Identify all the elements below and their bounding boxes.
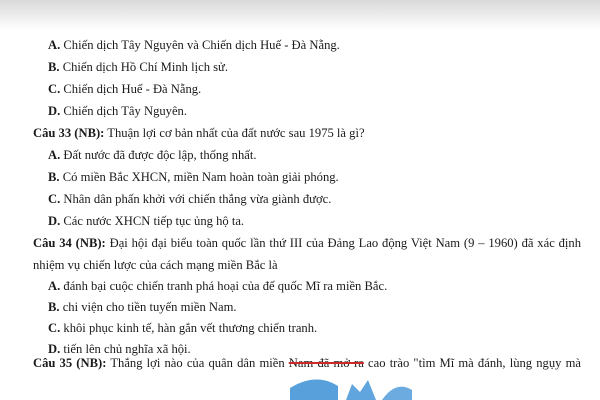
option-text: Các nước XHCN tiếp tục ủng hộ ta. [63,214,245,228]
question-text-end: cao trào "tìm Mĩ mà đánh, lùng ngụy mà [363,356,581,370]
question-label: Câu 33 (NB): [33,126,105,140]
question-heading [33,125,365,141]
option-text: Nhân dân phấn khởi với chiến thắng vừa giành được. [63,192,332,206]
answer-option [48,320,317,336]
option-letter: C. [48,192,61,206]
answer-option [48,278,387,294]
answer-option [48,191,331,207]
answer-option [48,59,228,75]
question-text: Thuận lợi cơ bản nhất của đất nước sau 1975 là gì? [107,126,365,140]
option-text: chi viện cho tiền tuyến miền Nam. [62,300,237,314]
option-letter: A. [48,38,61,52]
top-bar [0,0,600,30]
question-continuation [33,257,278,273]
option-text: Đất nước đã được độc lập, thống nhất. [63,148,257,162]
answer-option [48,147,257,163]
option-letter: A. [48,279,61,293]
option-letter: A. [48,148,61,162]
option-text: Chiến dịch Tây Nguyên. [63,104,187,118]
answer-option [48,37,340,53]
option-text: Chiến dịch Tây Nguyên và Chiến dịch Huế - Đà Nẵng. [63,38,340,52]
struck-text: Nam đã mở ra [288,356,364,370]
option-letter: B. [48,170,60,184]
option-letter: D. [48,342,61,356]
option-letter: C. [48,82,61,96]
option-text: đánh bại cuộc chiến tranh phá hoại của đế quốc Mĩ ra miền Bắc. [63,279,388,293]
option-text: Chiến dịch Hồ Chí Minh lịch sử. [62,60,229,74]
answer-option [48,213,244,229]
question-label: Câu 35 (NB): [33,356,107,370]
option-letter: B. [48,60,60,74]
question-text-start: Thắng lợi nào của quân dân miền [110,356,289,370]
option-text: khôi phục kinh tế, hàn gắn vết thương chiến tranh. [63,321,318,335]
answer-option [48,103,187,119]
answer-option [48,299,237,315]
question-label: Câu 34 (NB): [33,236,106,250]
question-text: Đại hội đại biểu toàn quốc lần thứ III của Đảng Lao động Việt Nam (9 – 1960) đã xác định [109,236,582,250]
question-text: nhiệm vụ chiến lược của cách mạng miền Bắc là [33,258,278,272]
question-heading [33,235,581,251]
answer-option [48,81,201,97]
option-letter: B. [48,300,60,314]
option-letter: C. [48,321,61,335]
option-text: tiến lên chủ nghĩa xã hội. [63,342,191,356]
option-text: Chiến dịch Huế - Đà Nẵng. [63,82,202,96]
option-letter: D. [48,214,61,228]
watermark-logo [286,366,416,400]
option-text: Có miền Bắc XHCN, miền Nam hoàn toàn giải phóng. [62,170,339,184]
answer-option [48,169,339,185]
option-letter: D. [48,104,61,118]
